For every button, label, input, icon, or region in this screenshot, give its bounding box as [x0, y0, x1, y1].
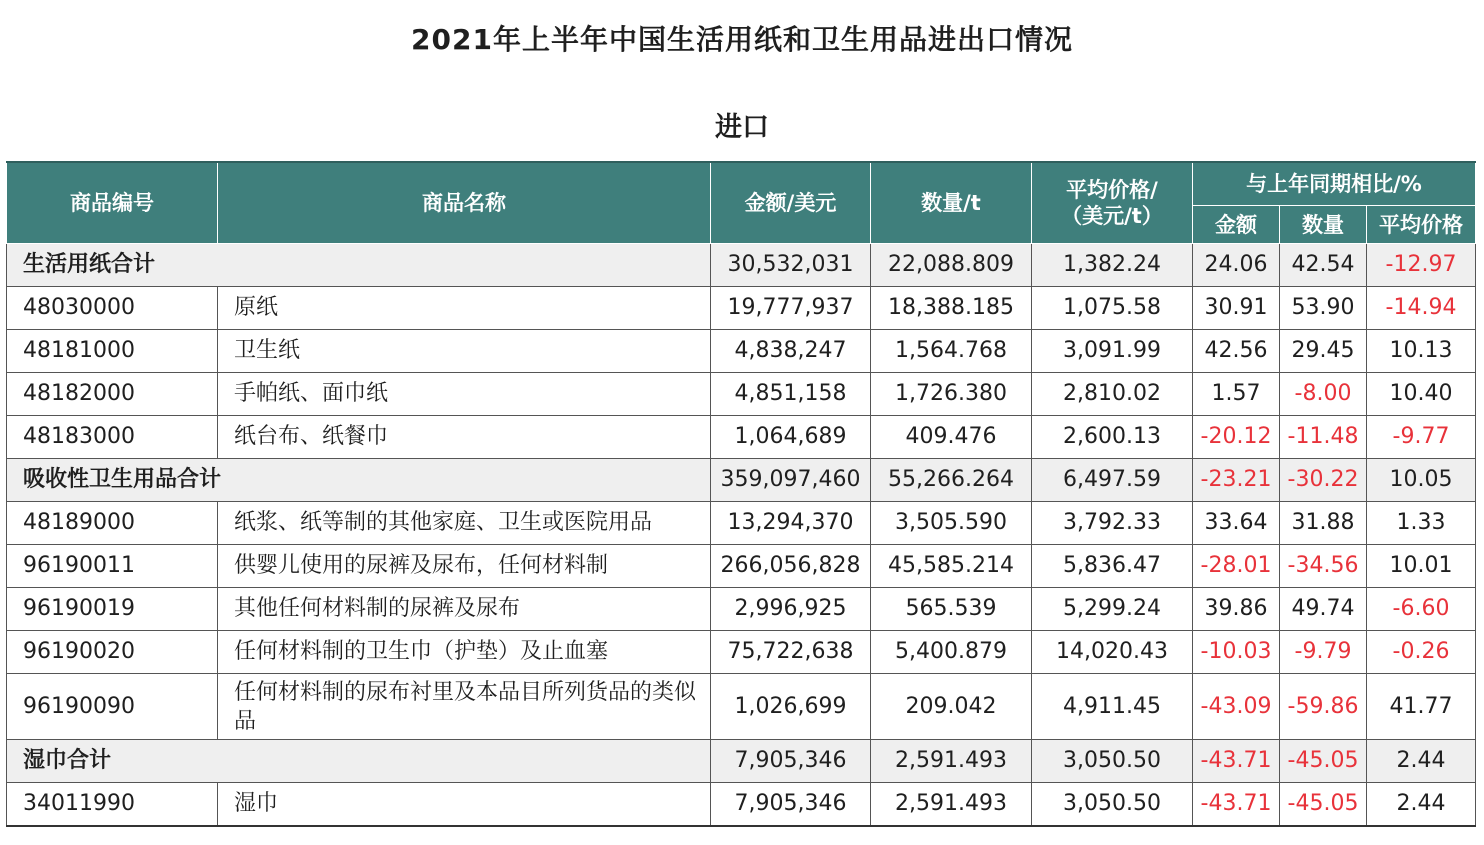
amount-cell: 7,905,346 — [711, 740, 871, 783]
yoy-quantity-cell: -59.86 — [1280, 674, 1367, 740]
yoy-amount-cell: -43.71 — [1193, 783, 1280, 827]
col-header-code: 商品编号 — [7, 162, 218, 244]
yoy-amount-cell: 24.06 — [1193, 244, 1280, 287]
code-cell: 96190020 — [7, 631, 218, 674]
yoy-avg-price-cell: -6.60 — [1367, 588, 1476, 631]
code-cell: 48182000 — [7, 373, 218, 416]
code-cell: 48181000 — [7, 330, 218, 373]
yoy-amount-cell: -28.01 — [1193, 545, 1280, 588]
yoy-avg-price-cell: -9.77 — [1367, 416, 1476, 459]
col-header-yoy: 与上年同期相比/% — [1193, 162, 1476, 206]
yoy-avg-price-cell: 2.44 — [1367, 783, 1476, 827]
quantity-cell: 5,400.879 — [871, 631, 1032, 674]
code-cell: 96190019 — [7, 588, 218, 631]
yoy-quantity-cell: -8.00 — [1280, 373, 1367, 416]
col-header-avg-price-line1: 平均价格/ — [1066, 178, 1158, 202]
amount-cell: 1,064,689 — [711, 416, 871, 459]
name-cell: 原纸 — [218, 287, 711, 330]
avg-price-cell: 1,075.58 — [1032, 287, 1193, 330]
amount-cell: 19,777,937 — [711, 287, 871, 330]
yoy-amount-cell: -43.09 — [1193, 674, 1280, 740]
table-row — [7, 588, 1476, 631]
yoy-amount-cell: -20.12 — [1193, 416, 1280, 459]
yoy-amount-cell: -10.03 — [1193, 631, 1280, 674]
yoy-quantity-cell: 31.88 — [1280, 502, 1367, 545]
yoy-avg-price-cell: 1.33 — [1367, 502, 1476, 545]
amount-cell: 1,026,699 — [711, 674, 871, 740]
page-title: 2021年上半年中国生活用纸和卫生用品进出口情况 — [411, 23, 1073, 56]
yoy-quantity-cell: -11.48 — [1280, 416, 1367, 459]
table-body — [7, 244, 1476, 827]
table-row — [7, 502, 1476, 545]
table-row — [7, 631, 1476, 674]
col-header-yoy-quantity: 数量 — [1280, 206, 1367, 244]
avg-price-cell: 4,911.45 — [1032, 674, 1193, 740]
col-header-amount: 金额/美元 — [711, 162, 871, 244]
quantity-cell: 2,591.493 — [871, 740, 1032, 783]
amount-cell: 4,838,247 — [711, 330, 871, 373]
amount-cell: 7,905,346 — [711, 783, 871, 827]
yoy-quantity-cell: -34.56 — [1280, 545, 1367, 588]
name-cell: 手帕纸、面巾纸 — [218, 373, 711, 416]
name-cell: 卫生纸 — [218, 330, 711, 373]
subtotal-label: 湿巾合计 — [7, 740, 711, 783]
yoy-avg-price-cell: 10.05 — [1367, 459, 1476, 502]
import-table — [6, 161, 1476, 827]
table-header — [7, 162, 1476, 244]
col-header-avg-price — [1032, 162, 1193, 244]
code-cell: 96190011 — [7, 545, 218, 588]
name-cell: 任何材料制的卫生巾（护垫）及止血塞 — [218, 631, 711, 674]
yoy-quantity-cell: -30.22 — [1280, 459, 1367, 502]
yoy-amount-cell: 1.57 — [1193, 373, 1280, 416]
col-header-yoy-amount: 金额 — [1193, 206, 1280, 244]
amount-cell: 75,722,638 — [711, 631, 871, 674]
subtotal-row — [7, 244, 1476, 287]
col-header-quantity: 数量/t — [871, 162, 1032, 244]
quantity-cell: 209.042 — [871, 674, 1032, 740]
amount-cell: 13,294,370 — [711, 502, 871, 545]
quantity-cell: 45,585.214 — [871, 545, 1032, 588]
quantity-cell: 565.539 — [871, 588, 1032, 631]
yoy-avg-price-cell: 10.01 — [1367, 545, 1476, 588]
amount-cell: 2,996,925 — [711, 588, 871, 631]
quantity-cell: 409.476 — [871, 416, 1032, 459]
table-row — [7, 330, 1476, 373]
yoy-quantity-cell: 29.45 — [1280, 330, 1367, 373]
yoy-amount-cell: 39.86 — [1193, 588, 1280, 631]
avg-price-cell: 3,050.50 — [1032, 740, 1193, 783]
avg-price-cell: 3,792.33 — [1032, 502, 1193, 545]
code-cell: 48189000 — [7, 502, 218, 545]
amount-cell: 30,532,031 — [711, 244, 871, 287]
subtotal-row — [7, 740, 1476, 783]
col-header-yoy-avg-price: 平均价格 — [1367, 206, 1476, 244]
avg-price-cell: 1,382.24 — [1032, 244, 1193, 287]
amount-cell: 4,851,158 — [711, 373, 871, 416]
col-header-name: 商品名称 — [218, 162, 711, 244]
name-cell: 供婴儿使用的尿裤及尿布，任何材料制 — [218, 545, 711, 588]
table-row — [7, 674, 1476, 740]
quantity-cell: 18,388.185 — [871, 287, 1032, 330]
code-cell: 96190090 — [7, 674, 218, 740]
yoy-amount-cell: -43.71 — [1193, 740, 1280, 783]
quantity-cell: 1,564.768 — [871, 330, 1032, 373]
avg-price-cell: 2,810.02 — [1032, 373, 1193, 416]
col-header-avg-price-line2: （美元/t） — [1061, 204, 1163, 228]
avg-price-cell: 2,600.13 — [1032, 416, 1193, 459]
section-title: 进口 — [715, 112, 769, 143]
yoy-quantity-cell: -45.05 — [1280, 783, 1367, 827]
quantity-cell: 55,266.264 — [871, 459, 1032, 502]
yoy-quantity-cell: -45.05 — [1280, 740, 1367, 783]
code-cell: 34011990 — [7, 783, 218, 827]
yoy-quantity-cell: 53.90 — [1280, 287, 1367, 330]
yoy-quantity-cell: 42.54 — [1280, 244, 1367, 287]
quantity-cell: 3,505.590 — [871, 502, 1032, 545]
yoy-quantity-cell: 49.74 — [1280, 588, 1367, 631]
subtotal-label: 生活用纸合计 — [7, 244, 711, 287]
quantity-cell: 1,726.380 — [871, 373, 1032, 416]
name-cell: 其他任何材料制的尿裤及尿布 — [218, 588, 711, 631]
name-cell: 任何材料制的尿布衬里及本品目所列货品的类似品 — [218, 674, 711, 740]
table-row — [7, 373, 1476, 416]
avg-price-cell: 3,091.99 — [1032, 330, 1193, 373]
name-cell: 纸台布、纸餐巾 — [218, 416, 711, 459]
table-row — [7, 416, 1476, 459]
code-cell: 48030000 — [7, 287, 218, 330]
avg-price-cell: 5,299.24 — [1032, 588, 1193, 631]
amount-cell: 359,097,460 — [711, 459, 871, 502]
yoy-avg-price-cell: -0.26 — [1367, 631, 1476, 674]
yoy-quantity-cell: -9.79 — [1280, 631, 1367, 674]
yoy-avg-price-cell: -14.94 — [1367, 287, 1476, 330]
amount-cell: 266,056,828 — [711, 545, 871, 588]
avg-price-cell: 5,836.47 — [1032, 545, 1193, 588]
avg-price-cell: 14,020.43 — [1032, 631, 1193, 674]
subtotal-label: 吸收性卫生用品合计 — [7, 459, 711, 502]
yoy-amount-cell: 33.64 — [1193, 502, 1280, 545]
yoy-avg-price-cell: -12.97 — [1367, 244, 1476, 287]
quantity-cell: 22,088.809 — [871, 244, 1032, 287]
yoy-avg-price-cell: 41.77 — [1367, 674, 1476, 740]
yoy-amount-cell: 30.91 — [1193, 287, 1280, 330]
yoy-amount-cell: 42.56 — [1193, 330, 1280, 373]
yoy-amount-cell: -23.21 — [1193, 459, 1280, 502]
table-row — [7, 287, 1476, 330]
code-cell: 48183000 — [7, 416, 218, 459]
subtotal-row — [7, 459, 1476, 502]
name-cell: 纸浆、纸等制的其他家庭、卫生或医院用品 — [218, 502, 711, 545]
yoy-avg-price-cell: 10.13 — [1367, 330, 1476, 373]
yoy-avg-price-cell: 10.40 — [1367, 373, 1476, 416]
table-row — [7, 783, 1476, 827]
name-cell: 湿巾 — [218, 783, 711, 827]
avg-price-cell: 3,050.50 — [1032, 783, 1193, 827]
table-row — [7, 545, 1476, 588]
avg-price-cell: 6,497.59 — [1032, 459, 1193, 502]
quantity-cell: 2,591.493 — [871, 783, 1032, 827]
yoy-avg-price-cell: 2.44 — [1367, 740, 1476, 783]
